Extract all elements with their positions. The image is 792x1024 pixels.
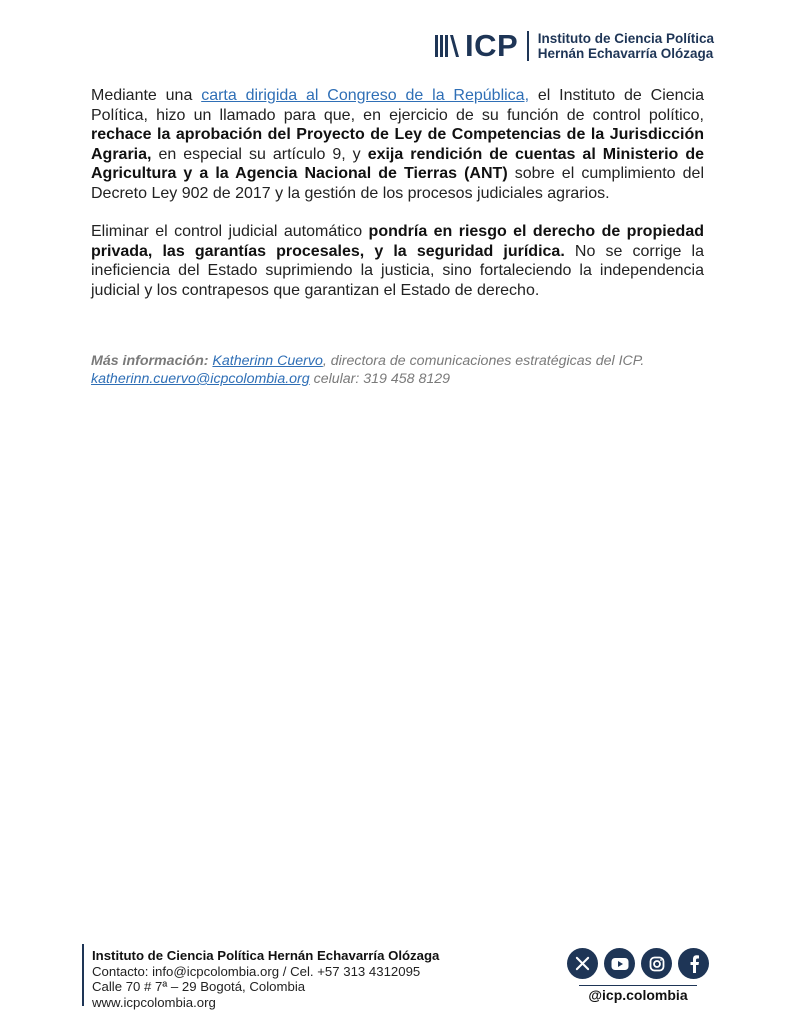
header-logo	[435, 30, 714, 61]
logo-text: ICP	[465, 28, 519, 63]
footer-info	[92, 948, 439, 1010]
x-icon[interactable]	[567, 948, 598, 979]
congress-letter-link[interactable]: carta dirigida al Congreso de la República,	[201, 87, 530, 104]
contact-name-link[interactable]: Katherinn Cuervo	[212, 353, 323, 369]
contact-role: , directora de comunicaciones estratégicas del ICP.	[322, 353, 645, 369]
icp-logo-mark-icon	[435, 33, 459, 59]
p1-text-2: el Instituto de Ciencia Política, hizo un llamado para que, en ejercicio de su función de control político,	[91, 87, 705, 124]
footer-divider	[82, 944, 84, 1006]
social-block	[566, 948, 710, 1003]
paragraph-2	[91, 222, 704, 300]
footer-contact: Contacto: info@icpcolombia.org / Cel. +57 313 4312095	[92, 963, 421, 979]
p1-bold-1: rechace la aprobación del Proyecto de Ley de Competencias de la Jurisdicción Agraria,	[91, 126, 704, 163]
youtube-icon[interactable]	[604, 948, 635, 979]
logo-org-name	[538, 31, 714, 61]
facebook-icon[interactable]	[678, 948, 709, 979]
p1-text-4: sobre el cumplimiento del Decreto Ley 902 de 2017 y la gestión de los procesos judiciales agrarios.	[91, 165, 704, 202]
footer-org-name: Instituto de Ciencia Política Hernán Echavarría Olózaga	[92, 948, 440, 963]
p2-text-1: Eliminar el control judicial automático	[91, 223, 369, 240]
instagram-icon[interactable]	[641, 948, 672, 979]
paragraph-1	[91, 86, 704, 203]
more-info	[91, 352, 711, 388]
footer-website[interactable]: www.icpcolombia.org	[92, 994, 216, 1010]
logo-org-line1: Instituto de Ciencia Política	[537, 30, 714, 46]
p1-bold-2: exija rendición de cuentas al Ministerio de Agricultura y a la Agencia Nacional de Tierras (ANT)	[91, 145, 705, 182]
contact-phone: celular: 319 458 8129	[309, 371, 451, 387]
social-handle[interactable]: @icp.colombia	[579, 985, 697, 1003]
more-info-label: Más información:	[91, 353, 209, 369]
logo-org-line2: Hernán Echavarría Olózaga	[537, 45, 714, 61]
p1-text-1: Mediante una	[91, 87, 202, 104]
p1-text-3: en especial su artículo 9, y	[151, 145, 368, 163]
p2-bold-1: pondría en riesgo el derecho de propiedad privada, las garantías procesales, y la seguridad jurídica.	[91, 223, 705, 260]
logo-divider	[527, 31, 529, 61]
main-content	[91, 86, 704, 319]
p2-text-2: No se corrige la ineficiencia del Estado suprimiendo la justicia, sino fortaleciendo la independencia judicial y los contrapesos que garantizan el Estado de derecho.	[91, 242, 704, 299]
contact-email-link[interactable]: katherinn.cuervo@icpcolombia.org	[91, 371, 310, 387]
footer-address: Calle 70 # 7ª – 29 Bogotá, Colombia	[92, 979, 306, 994]
social-icons	[567, 948, 709, 979]
